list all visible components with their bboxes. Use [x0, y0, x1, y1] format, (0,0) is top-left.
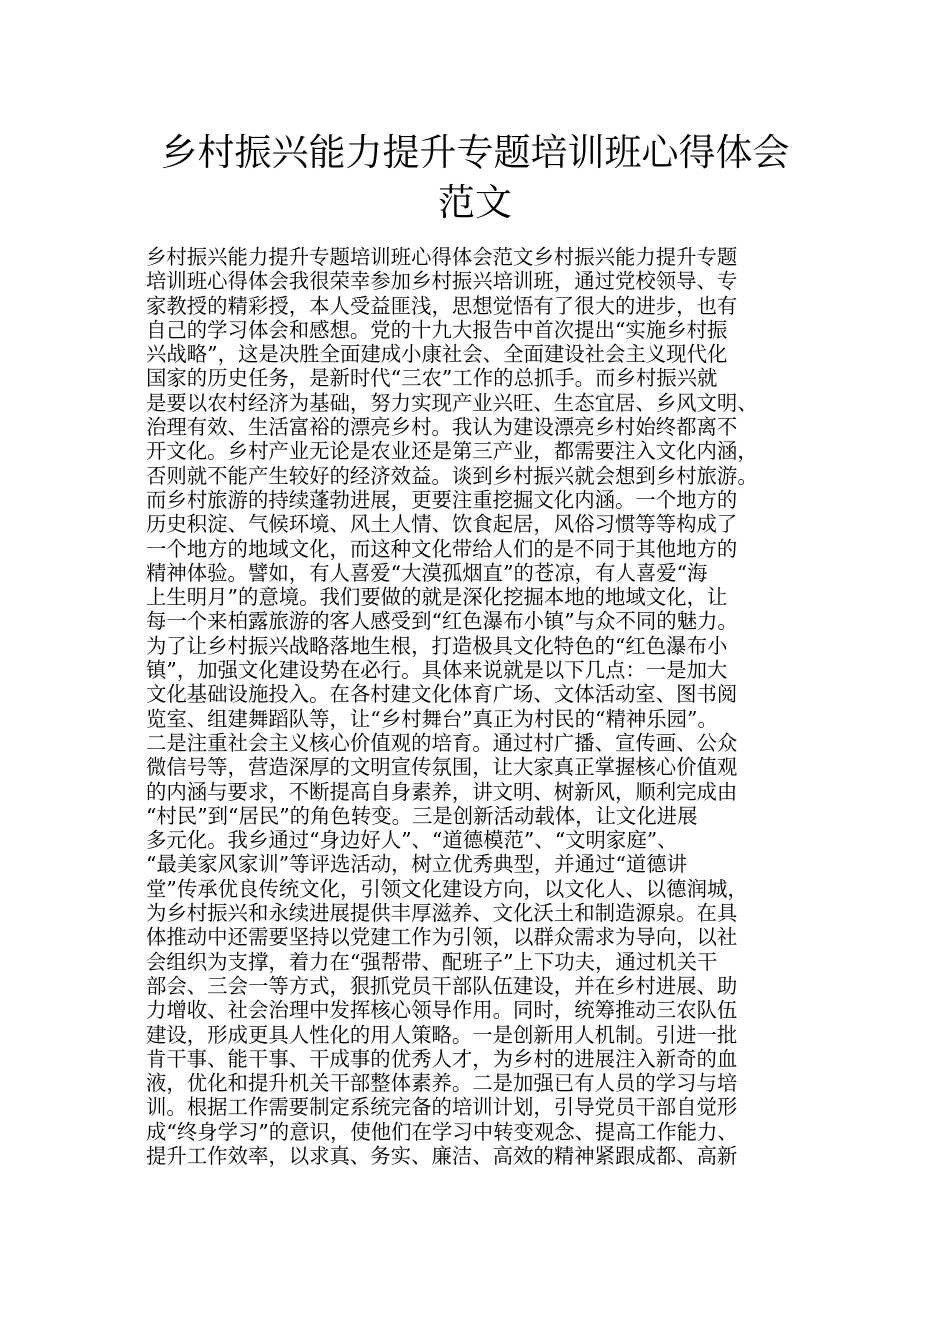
body-text-line: 二是注重社会主义核心价值观的培育。通过村广播、宣传画、公众 [146, 730, 738, 755]
body-text-line: 提升工作效率，以求真、务实、廉洁、高效的精神紧跟成都、高新 [146, 1143, 738, 1168]
body-text-line: 部会、三会一等方式，狠抓党员干部队伍建设，并在乡村进展、助 [146, 973, 738, 998]
title-line: 范文 [438, 181, 512, 224]
body-text-line: 培训班心得体会我很荣幸参加乡村振兴培训班，通过党校领导、专 [146, 269, 738, 294]
body-text-line: 是要以农村经济为基础，努力实现产业兴旺、生态宜居、乡风文明、 [146, 390, 758, 415]
body-text-line: 乡村振兴能力提升专题培训班心得体会范文乡村振兴能力提升专题 [146, 245, 738, 269]
body-text-line: 的内涵与要求，不断提高自身素养，讲文明、树新风，顺利完成由 [146, 779, 738, 804]
body-text-line: 家教授的精彩授，本人受益匪浅，思想觉悟有了很大的进步，也有 [146, 293, 738, 318]
body-text-line: 览室、组建舞蹈队等，让“乡村舞台”真正为村民的“精神乐园”。 [146, 706, 718, 731]
body-text-line: 微信号等，营造深厚的文明宣传氛围，让大家真正掌握核心价值观 [146, 755, 738, 780]
body-text-line: 成“终身学习”的意识，使他们在学习中转变观念、提高工作能力、 [146, 1119, 738, 1144]
body-text-line: 开文化。乡村产业无论是农业还是第三产业，都需要注入文化内涵， [146, 439, 758, 464]
body-text-line: 一个地方的地域文化，而这种文化带给人们的是不同于其他地方的 [146, 536, 738, 561]
document-title [0, 128, 950, 228]
body-text-line: 肯干事、能干事、干成事的优秀人才，为乡村的进展注入新奇的血 [146, 1046, 738, 1071]
body-text-line: 体推动中还需要坚持以党建工作为引领，以群众需求为导向，以社 [146, 925, 738, 950]
body-text-line: 堂”传承优良传统文化，引领文化建设方向，以文化人、以德润城， [146, 876, 748, 901]
body-text-line: 自己的学习体会和感想。党的十九大报告中首次提出“实施乡村振 [146, 317, 728, 342]
body-text-line: 为了让乡村振兴战略落地生根，打造极具文化特色的“红色瀑布小 [146, 633, 728, 658]
body-text-line: 液，优化和提升机关干部整体素养。二是加强已有人员的学习与培 [146, 1071, 738, 1096]
body-text-line: “最美家风家训”等评选活动，树立优秀典型，并通过“道德讲 [146, 852, 688, 877]
body-text-line: 否则就不能产生较好的经济效益。谈到乡村振兴就会想到乡村旅游。 [146, 463, 758, 488]
body-text-line: 历史积淀、气候环境、风土人情、饮食起居，风俗习惯等等构成了 [146, 512, 738, 537]
document-body [146, 245, 836, 1168]
body-text-line: 国家的历史任务，是新时代“三农”工作的总抓手。而乡村振兴就 [146, 366, 718, 391]
title-line: 乡村振兴能力提升专题培训班心得体会 [160, 131, 790, 174]
body-text-line: 上生明月”的意境。我们要做的就是深化挖掘本地的地域文化，让 [146, 585, 728, 610]
body-text-line: 兴战略”，这是决胜全面建成小康社会、全面建设社会主义现代化 [146, 342, 728, 367]
body-text-line: 精神体验。譬如，有人喜爱“大漠孤烟直”的苍凉，有人喜爱“海 [146, 560, 708, 585]
body-text-line: 文化基础设施投入。在各村建文化体育广场、文体活动室、图书阅 [146, 682, 738, 707]
body-text-line: 每一个来柏露旅游的客人感受到“红色瀑布小镇”与众不同的魅力。 [146, 609, 738, 634]
body-text-line: 建设，形成更具人性化的用人策略。一是创新用人机制。引进一批 [146, 1022, 738, 1047]
body-text-line: 多元化。我乡通过“身边好人”、“道德模范”、“文明家庭”、 [146, 828, 678, 853]
body-text-line: 为乡村振兴和永续进展提供丰厚滋养、文化沃土和制造源泉。在具 [146, 901, 738, 926]
body-text-line: 力增收、社会治理中发挥核心领导作用。同时，统筹推动三农队伍 [146, 998, 738, 1023]
body-text-line: “村民”到“居民”的角色转变。三是创新活动载体，让文化进展 [146, 803, 698, 828]
body-text-line: 镇”，加强文化建设势在必行。具体来说就是以下几点：一是加大 [146, 658, 728, 683]
body-text-line: 而乡村旅游的持续蓬勃进展，更要注重挖掘文化内涵。一个地方的 [146, 487, 738, 512]
body-text-line: 治理有效、生活富裕的漂亮乡村。我认为建设漂亮乡村始终都离不 [146, 415, 738, 440]
body-text-line: 会组织为支撑，着力在“强帮带、配班子”上下功夫，通过机关干 [146, 949, 718, 974]
body-text-line: 训。根据工作需要制定系统完备的培训计划，引导党员干部自觉形 [146, 1095, 738, 1120]
